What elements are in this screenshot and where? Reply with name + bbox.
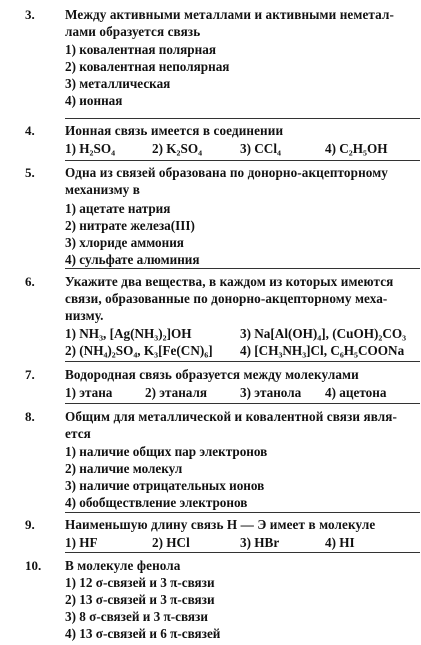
question-number: 6. [25, 274, 35, 289]
question-number: 3. [25, 7, 35, 22]
question-text-line: связи, образованные по донорно-акцепторному меха- [65, 291, 388, 306]
answer-option: 2) HCl [152, 535, 190, 550]
divider [65, 552, 420, 553]
question-text-line: Между активными металлами и активными неметал- [65, 7, 394, 22]
answer-option: 4) 13 σ-связей и 6 π-связей [65, 626, 221, 641]
answer-option: 2) наличие молекул [65, 461, 183, 476]
answer-option: 4) HI [325, 535, 355, 550]
answer-option: 4) сульфате алюминия [65, 252, 200, 267]
divider [65, 512, 420, 513]
answer-option: 3) металлическая [65, 76, 171, 91]
question-number: 7. [25, 367, 35, 382]
answer-option: 2) нитрате железа(III) [65, 218, 195, 233]
answer-option: 3) HBr [240, 535, 280, 550]
question-text-line: В молекуле фенола [65, 558, 181, 573]
question-text-line: Общим для металлической и ковалентной связи явля- [65, 409, 398, 424]
answer-option: 1) ковалентная полярная [65, 42, 216, 57]
divider [65, 361, 420, 362]
answer-option: 4) ионная [65, 93, 123, 108]
divider [65, 160, 420, 161]
answer-option: 1) H₂SO₄ [65, 141, 116, 156]
divider [65, 118, 420, 119]
answer-option: 4) ацетона [325, 385, 387, 400]
question-text-line: низму. [65, 308, 104, 323]
answer-option: 3) хлориде аммония [65, 235, 184, 250]
answer-option: 3) CCl₄ [240, 141, 281, 156]
answer-option: 1) HF [65, 535, 98, 550]
answer-option: 2) (NH₄)₂SO₄, K₃[Fe(CN)₆] [65, 343, 213, 358]
answer-option: 2) 13 σ-связей и 3 π-связи [65, 592, 215, 607]
question-text-line: механизму в [65, 182, 140, 197]
answer-option: 3) 8 σ-связей и 3 π-связи [65, 609, 208, 624]
question-number: 9. [25, 517, 35, 532]
question-text-line: Одна из связей образована по донорно-акцепторному [65, 165, 388, 180]
question-text-line: Наименьшую длину связь Н — Э имеет в молекуле [65, 517, 376, 532]
question-text-line: ется [65, 426, 91, 441]
answer-option: 1) ацетате натрия [65, 201, 171, 216]
answer-option: 3) Na[Al(OH)₄], (CuOH)₂CO₃ [240, 326, 407, 341]
question-text-line: Укажите два вещества, в каждом из которых имеются [65, 274, 394, 289]
answer-option: 2) ковалентная неполярная [65, 59, 230, 74]
question-number: 4. [25, 123, 35, 138]
question-number: 10. [25, 558, 42, 573]
question-text-line: Водородная связь образуется между молекулами [65, 367, 359, 382]
answer-option: 1) NH₃, [Ag(NH₃)₂]OH [65, 326, 192, 341]
answer-option: 3) наличие отрицательных ионов [65, 478, 265, 493]
divider [65, 268, 420, 269]
answer-option: 1) 12 σ-связей и 3 π-связи [65, 575, 215, 590]
answer-option: 3) этанола [240, 385, 302, 400]
question-number: 8. [25, 409, 35, 424]
answer-option: 4) C₂H₅OH [325, 141, 388, 156]
answer-option: 2) этаналя [145, 385, 208, 400]
question-text-line: лами образуется связь [65, 24, 201, 39]
divider [65, 403, 420, 404]
answer-option: 4) [CH₃NH₃]Cl, C₆H₅COONa [240, 343, 405, 358]
answer-option: 1) этана [65, 385, 113, 400]
answer-option: 2) K₂SO₄ [152, 141, 203, 156]
answer-option: 4) обобществление электронов [65, 495, 248, 510]
answer-option: 1) наличие общих пар электронов [65, 444, 268, 459]
question-text-line: Ионная связь имеется в соединении [65, 123, 284, 138]
question-number: 5. [25, 165, 35, 180]
